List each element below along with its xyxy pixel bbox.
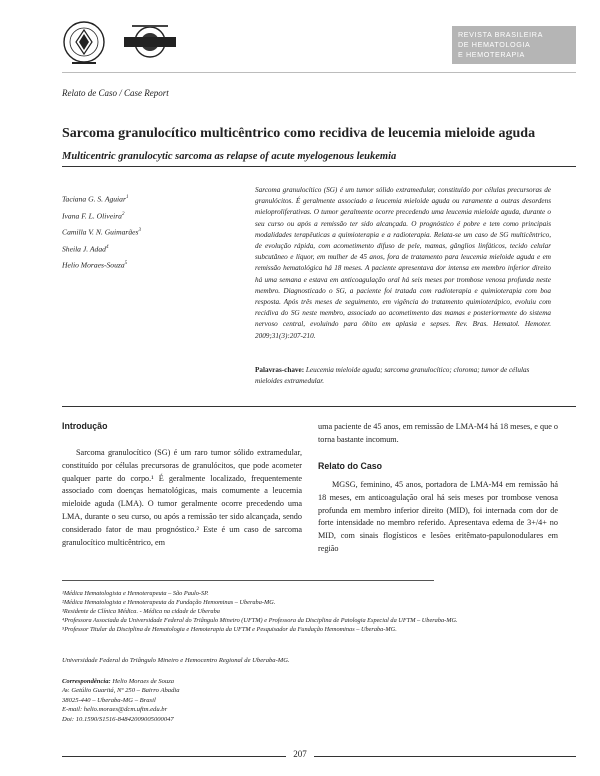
keywords <box>255 365 551 387</box>
author-list <box>62 190 141 273</box>
correspondence-email: E-mail: helio.moraes@dcm.uftm.edu.br <box>62 706 168 714</box>
author: Sheila J. Adad$^4$ <box>62 244 109 254</box>
page-number: 207 <box>286 749 314 759</box>
sbh-logo <box>120 22 180 60</box>
correspondence-city: 38025-440 – Uberaba-MG – Brasil <box>62 696 156 704</box>
footnotes <box>62 589 576 634</box>
title-divider <box>62 166 576 167</box>
introduction-paragraph: Sarcoma granulocítico (SG) é um raro tumor sólido extramedular, constituído por células precursoras de granulócitos, que pode acometer qualquer parte do corpo.¹ É geralmente localizado, frequentemente associado com doenças hematológicas, mais comumente a leucemia mieloide aguda (LMA). O tumor geralmente ocorre precedendo uma LMA, durante o seu curso, ou após a remissão ter sido alcançada, sendo considerado fator de mau prognóstico.² Este é um caso de sarcoma granulocítico multicêntrico, em <box>62 448 302 547</box>
correspondence-address: Av. Getúlio Guaritá, Nº 250 – Bairro Abadia <box>62 687 180 695</box>
doi: Doi: 10.1590/S1516-84842009005000047 <box>62 715 174 723</box>
author: Camilla V. N. Guimarães$^3$ <box>62 227 141 237</box>
case-report-body <box>318 479 558 556</box>
journal-line-1: REVISTA BRASILEIRA <box>458 30 543 39</box>
correspondence-label: Correspondência: <box>62 678 111 685</box>
introduction-heading: Introdução <box>62 421 108 431</box>
footnote: ⁴Professora Associada da Universidade Federal do Triângulo Mineiro (UFTM) e Professora da Disciplina de Patologia Especial da UFTM – Uberaba-MG. <box>62 617 458 625</box>
header-divider <box>62 72 576 73</box>
introduction-body <box>62 447 302 549</box>
footnote: ¹Médica Hematologista e Hemoterapeuta – São Paulo-SP. <box>62 590 209 597</box>
author: Helio Moraes-Souza$^5$ <box>62 260 128 270</box>
journal-line-2: DE HEMATOLOGIA <box>458 40 531 49</box>
abstract: Sarcoma granulocítico (SG) é um tumor sólido extramedular, constituído por células precursoras de granulócitos. É geralmente associado a leucemia mieloide aguda ou raramente a outras desordens mieloproliferativas. O tumor geralmente ocorre precedendo uma leucemia mieloide aguda, durante o seu curso ou após a remissão ter sido alcançada. O prognóstico é pobre e tem como principais modalidades terapêuticas a quimioterapia e a radioterapia. Relata-se um caso de SG multicêntrico, de evolução rápida, com acometimento difuso de pele, mamas, gânglios linfáticos, tecido celular subcutâneo e líquor, em mulher de 45 anos, fora de tratamento para leucemia mieloide aguda e em remissão hematológica há 18 meses. A paciente apresentava dor intensa em membro inferior direito há uma semana e estava em anticoagulação oral há seis meses por trombose venosa profunda neste membro. Diagnosticado o SG, a paciente foi tratada com radioterapia e quimioterapia com boa resposta. Após três meses de seguimento, em vigência do tratamento quimioterápico, evoluiu com recidiva do SG neste membro, associado ao acometimento das mamas e posteriormente do sistema nervoso central, evoluindo para óbito em aplasia e sepses. Rev. Bras. Hematol. Hemoter. 2009;31(3):207-210. <box>255 186 551 340</box>
keywords-label: Palavras-chave: <box>255 366 305 374</box>
introduction-continued-paragraph: uma paciente de 45 anos, em remissão de LMA-M4 há 18 meses, e que o torna bastante incomum. <box>318 422 558 444</box>
correspondence-name: Helio Moraes de Souza <box>112 678 175 685</box>
author: Taciana G. S. Aguiar$^1$ <box>62 194 129 204</box>
case-report-heading: Relato do Caso <box>318 461 383 471</box>
affiliation: Universidade Federal do Triângulo Mineiro e Hemocentro Regional de Uberaba-MG. <box>62 657 290 664</box>
footnote: ³Residente de Clínica Médica. - Médica na cidade de Uberaba <box>62 608 220 616</box>
sbhh-logo <box>62 18 106 70</box>
case-report-paragraph: MGSG, feminino, 45 anos, portadora de LMA-M4 em remissão há 18 meses, em anticoagulação oral há seis meses por trombose venosa profunda em membro inferior direito (MID), foi internada com dor de forte intensidade no membro referido. Apresentava edema de 3+/4+ no MID, com sinais flogísticos e lesões eritêmato-papulonodulares em região <box>318 480 558 553</box>
footnote: ²Médica Hematologista e Hemoterapeuta da Fundação Hemominas – Uberaba-MG. <box>62 599 276 607</box>
section-label: Relato de Caso / Case Report <box>62 88 169 98</box>
author: Ivana F. L. Oliveira$^2$ <box>62 211 125 221</box>
article-subtitle: Multicentric granulocytic sarcoma as relapse of acute myelogenous leukemia <box>62 151 397 162</box>
footnote: ⁵Professor Titular da Disciplina de Hematologia e Hemoterapia da UFTM e Pesquisador da Fundação Hemominas – Uberaba-MG. <box>62 626 397 634</box>
article-title: Sarcoma granulocítico multicêntrico como recidiva de leucemia mieloide aguda <box>62 126 536 141</box>
introduction-continued <box>318 421 558 447</box>
footer-divider <box>62 756 576 757</box>
correspondence <box>62 677 180 724</box>
journal-name-box <box>452 26 576 64</box>
abstract-divider <box>62 406 576 407</box>
footnote-divider <box>62 580 434 581</box>
keywords-text: Leucemia mieloide aguda; sarcoma granulocítico; cloroma; tumor de células mieloides extramedular. <box>255 366 530 385</box>
journal-line-3: E HEMOTERAPIA <box>458 50 525 59</box>
